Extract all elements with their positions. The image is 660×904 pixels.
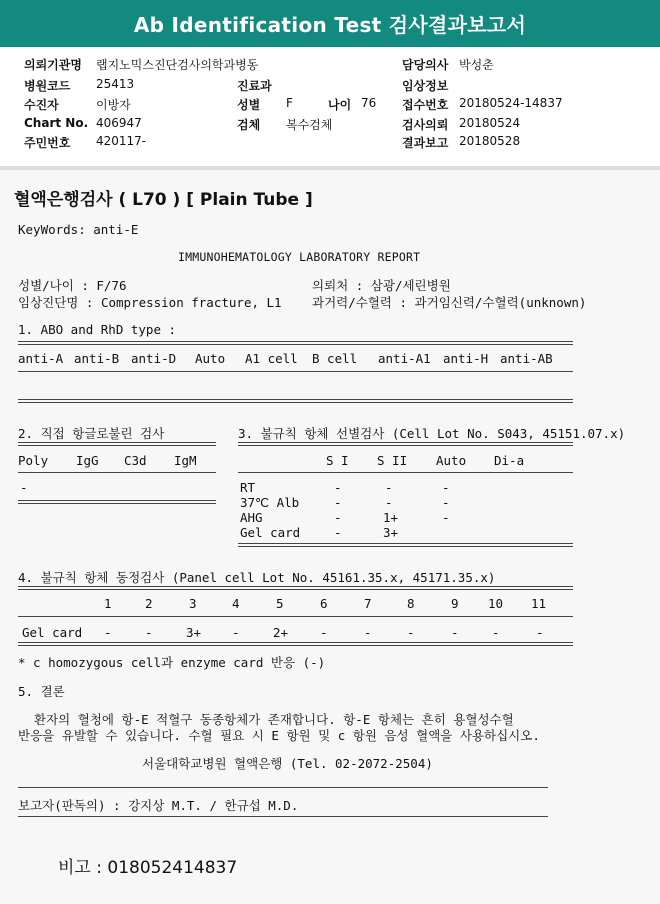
section-screen-title: 3. 불규칙 항체 선별검사 (Cell Lot No. S043, 45151.07.x) <box>238 426 626 441</box>
panel-value: - <box>492 625 500 640</box>
keywords: KeyWords: anti-E <box>18 222 139 237</box>
abo-rule-mid <box>18 371 573 372</box>
panel-value: - <box>145 625 153 640</box>
screen-header: Auto <box>436 453 467 468</box>
panel-value: - <box>104 625 112 640</box>
screen-rule-bottom <box>238 543 573 547</box>
report-banner <box>0 0 660 47</box>
lab-report-title: IMMUNOHEMATOLOGY LABORATORY REPORT <box>178 250 421 264</box>
panel-cell-number: 11 <box>531 596 547 611</box>
specimen-label: 검체 <box>237 118 261 132</box>
panel-cell-number: 5 <box>276 596 284 611</box>
reporter-rule-top <box>18 787 548 788</box>
panel-cell-number: 1 <box>104 596 112 611</box>
hospital-value: 랩지노믹스진단검사의학과병동 <box>96 58 259 72</box>
id-label: 주민번호 <box>24 136 71 150</box>
abo-rule-bottom <box>18 399 573 403</box>
conclusion-line: 반응을 유발할 수 있습니다. 수혈 필요 시 E 항원 및 c 항원 음성 혈액을 사용하십시오. <box>18 728 540 743</box>
chart-value: 406947 <box>96 116 142 130</box>
panel-cell-number: 6 <box>320 596 328 611</box>
panel-value: - <box>407 625 415 640</box>
section-panel-title: 4. 불규칙 항체 동정검사 (Panel cell Lot No. 45161.35.x, 45171.35.x) <box>18 570 496 585</box>
dat-value: - <box>20 480 28 495</box>
conclusion-line: 환자의 혈청에 항-E 적혈구 동종항체가 존재합니다. 항-E 항체는 흔히 용혈성수혈 <box>34 712 514 727</box>
screen-phase: RT <box>240 480 256 495</box>
screen-phase: Gel card <box>240 525 301 540</box>
reporter-rule-bottom <box>18 816 548 817</box>
screen-s1: - <box>334 510 342 525</box>
dat-rule-mid <box>18 472 216 473</box>
age-value: 76 <box>361 96 377 110</box>
panel-rule-top <box>18 586 573 590</box>
banner-title: Ab Identification Test 검사결과보고서 <box>133 13 527 37</box>
requester-line: 의뢰처 : 삼광/세린병원 <box>312 278 451 293</box>
screen-s2: - <box>385 495 393 510</box>
screen-auto: - <box>442 480 450 495</box>
screen-header: S I <box>326 453 349 468</box>
receipt-label: 접수번호 <box>402 98 449 112</box>
reporter-line: 보고자(판독의) : 강지상 M.T. / 한규섭 M.D. <box>18 798 299 813</box>
dat-header: C3d <box>124 453 147 468</box>
panel-cell-number: 4 <box>232 596 240 611</box>
panel-row-label: Gel card <box>22 625 83 640</box>
doctor-value: 박성춘 <box>459 58 494 72</box>
abo-header: anti-A1 <box>378 351 431 366</box>
panel-cell-number: 2 <box>145 596 153 611</box>
screen-rule-mid <box>238 472 573 473</box>
screen-phase: AHG <box>240 510 263 525</box>
screen-s1: - <box>334 480 342 495</box>
header-info <box>0 52 660 164</box>
abo-header: anti-B <box>74 351 120 366</box>
age-label: 나이 <box>328 98 352 112</box>
screen-header: Di-a <box>494 453 525 468</box>
panel-value: 2+ <box>273 625 289 640</box>
panel-cell-number: 9 <box>451 596 459 611</box>
screen-s1: - <box>334 495 342 510</box>
dept-label: 진료과 <box>237 79 272 93</box>
screen-phase: 37℃ Alb <box>240 495 300 510</box>
doctor-label: 담당의사 <box>402 58 449 72</box>
report-date-value: 20180528 <box>459 134 521 148</box>
abo-rule-top <box>18 341 573 345</box>
panel-value: - <box>364 625 372 640</box>
section-abo-title: 1. ABO and RhD type : <box>18 322 177 337</box>
remark-line: 비고 : 018052414837 <box>58 858 238 878</box>
dat-rule-top <box>18 442 216 446</box>
panel-cell-number: 7 <box>364 596 372 611</box>
screen-auto: - <box>442 510 450 525</box>
report-heading: 혈액은행검사 ( L70 ) [ Plain Tube ] <box>14 190 313 210</box>
panel-rule-mid <box>18 616 573 617</box>
panel-value: - <box>320 625 328 640</box>
specimen-value: 복수검체 <box>286 118 333 132</box>
abo-header: anti-D <box>131 351 177 366</box>
sex-label: 성별 <box>237 98 261 112</box>
panel-value: - <box>232 625 240 640</box>
screen-s2: 3+ <box>383 525 399 540</box>
receipt-value: 20180524-14837 <box>459 96 563 110</box>
report-date-label: 결과보고 <box>402 136 449 150</box>
patient-value: 이방자 <box>96 98 131 112</box>
signature-org: 서울대학교병원 혈액은행 (Tel. 02-2072-2504) <box>142 756 433 771</box>
panel-value: - <box>451 625 459 640</box>
section-conclusion-title: 5. 결론 <box>18 684 65 699</box>
panel-cell-number: 3 <box>189 596 197 611</box>
chart-label: Chart No. <box>24 116 89 130</box>
hospital-label: 의뢰기관명 <box>24 58 82 72</box>
dat-header: IgM <box>174 453 197 468</box>
abo-header: Auto <box>195 351 226 366</box>
request-value: 20180524 <box>459 116 521 130</box>
request-label: 검사의뢰 <box>402 118 449 132</box>
abo-header: A1 cell <box>245 351 298 366</box>
id-value: 420117- <box>96 134 147 148</box>
history-line: 과거력/수혈력 : 과거임신력/수혈력(unknown) <box>312 295 587 310</box>
panel-value: - <box>536 625 544 640</box>
clinical-label: 임상정보 <box>402 79 449 93</box>
dat-header: IgG <box>76 453 99 468</box>
section-dat-title: 2. 직접 항글로불린 검사 <box>18 426 165 441</box>
diagnosis-line: 임상진단명 : Compression fracture, L1 <box>18 295 282 310</box>
sex-value: F <box>286 96 293 110</box>
screen-header: S II <box>377 453 408 468</box>
panel-rule-bottom <box>18 642 573 646</box>
code-value: 25413 <box>96 77 135 91</box>
patient-label: 수진자 <box>24 98 59 112</box>
panel-note: * c homozygous cell과 enzyme card 반응 (-) <box>18 655 326 670</box>
dat-header: Poly <box>18 453 49 468</box>
screen-rule-top <box>238 442 573 446</box>
screen-s2: 1+ <box>383 510 399 525</box>
screen-auto: - <box>442 495 450 510</box>
screen-s1: - <box>334 525 342 540</box>
screen-s2: - <box>385 480 393 495</box>
abo-header: anti-H <box>443 351 489 366</box>
report-scan <box>0 170 660 904</box>
abo-header: B cell <box>312 351 358 366</box>
abo-header: anti-AB <box>500 351 553 366</box>
sex-age-line: 성별/나이 : F/76 <box>18 278 127 293</box>
code-label: 병원코드 <box>24 79 71 93</box>
panel-value: 3+ <box>186 625 202 640</box>
abo-header: anti-A <box>18 351 64 366</box>
dat-rule-bottom <box>18 500 216 504</box>
panel-cell-number: 10 <box>488 596 504 611</box>
panel-cell-number: 8 <box>407 596 415 611</box>
